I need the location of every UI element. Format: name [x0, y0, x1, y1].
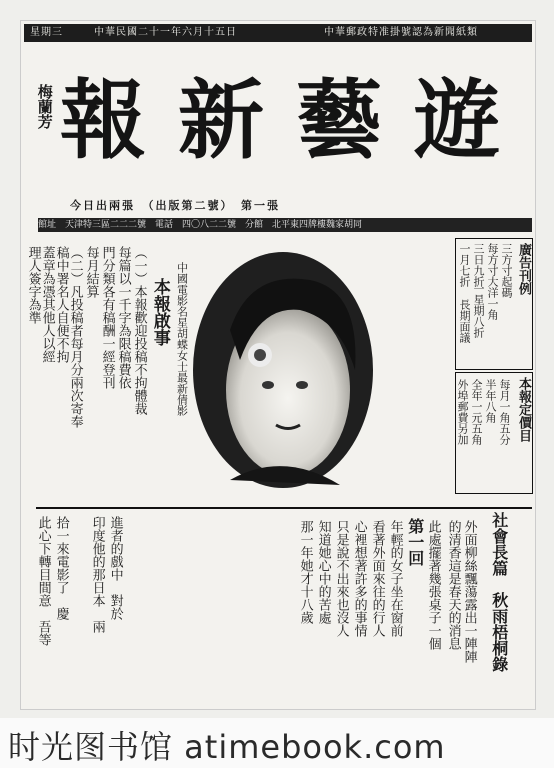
serial-column: 那一年她才十八歲 [297, 520, 313, 624]
notice-column: 每月結算 [83, 246, 99, 298]
serial-column: 心裡想著許多的事情 [351, 520, 367, 637]
masthead-side-label: 梅蘭芳 [35, 84, 54, 129]
notice-column: （二）凡投稿者每月分兩次寄奉 [67, 246, 83, 428]
postal-text: 中華郵政特准掛號認為新聞紙類 [324, 27, 478, 38]
masthead-char-4: 報 [60, 70, 144, 171]
ad-rates-line: 每方寸大洋一角 [486, 243, 499, 320]
weekday-text: 星期三 [30, 27, 63, 38]
address-line: 館址 天津特三區二二二號 電話 四〇八二二號 分館 北平東四牌樓魏家胡同 [38, 218, 532, 232]
serial-column: 外面柳絲飄蕩露出一陣陣 [461, 520, 477, 663]
serial-heading: 第一回 [405, 518, 425, 566]
ad-rates-line: 三日九折 [472, 243, 485, 287]
ad-rates-line: 一星期八折 [472, 283, 485, 338]
article-column: 印度他的那日本 兩 [89, 516, 105, 633]
date-text: 中華民國二十一年六月十五日 [94, 27, 237, 38]
price-box [455, 372, 533, 494]
notice-column: 稿中署名人自便不拘 [53, 246, 69, 363]
serial-column: 只是說不出來也沒人 [333, 520, 349, 637]
price-line: 每月一角五分 [498, 379, 511, 445]
notice-column: 理人簽字為準 [25, 246, 41, 324]
ad-rates-line: 三方寸起碼 [500, 243, 513, 298]
notice-column: 每篇以一千字為限稿費依 [115, 246, 131, 389]
notice-title: 本報啟事 [149, 278, 170, 346]
portrait-photo [190, 250, 376, 500]
masthead [60, 70, 530, 190]
ad-rates-title: 廣告刊例 [516, 243, 531, 295]
serial-column: 年輕的女子坐在窗前 [387, 520, 403, 637]
price-title: 本報定價目 [516, 377, 531, 442]
notice-column: 門分類各有稿酬一經登刊 [99, 246, 115, 389]
dateline-bar [24, 24, 532, 42]
masthead-char-2: 藝 [296, 70, 380, 171]
serial-author: 社會長篇 秋雨梧桐錄 [489, 512, 509, 672]
serial-column: 此處擺著幾張桌子一個 [425, 520, 441, 650]
article-column: 進者的戲中 對於 [107, 516, 123, 620]
price-line: 全年一元五角 [470, 379, 483, 445]
ad-rates-line: 長期面議 [458, 299, 471, 343]
issue-line: 今日出兩張 （出版第二號） 第一張 [70, 199, 280, 212]
masthead-char-3: 新 [178, 70, 262, 171]
price-line: 外埠郵費另加 [456, 379, 469, 445]
ad-rates-box [455, 238, 533, 370]
article-column: 此心下轉目間意 吾等 [35, 516, 51, 646]
portrait-caption: 中國電影名星胡蝶女士最新倩影 [175, 262, 189, 416]
watermark-text: 时光图书馆 atimebook.com [8, 728, 446, 766]
ad-rates-line: 一月七折 [458, 243, 471, 287]
masthead-char-1: 遊 [414, 70, 498, 171]
notice-column: 蓋章為憑其他人以經 [39, 246, 55, 363]
serial-column: 知道她心中的苦處 [315, 520, 331, 624]
price-line: 半年八角 [484, 379, 497, 423]
section-divider [36, 507, 532, 509]
article-column: 拾一來電影了 慶 [53, 516, 69, 620]
serial-column: 的清香這是春天的消息 [445, 520, 461, 650]
notice-column: （一）本報歡迎投稿不拘體裁 [131, 246, 147, 415]
serial-column: 看著外面來往的行人 [369, 520, 385, 637]
